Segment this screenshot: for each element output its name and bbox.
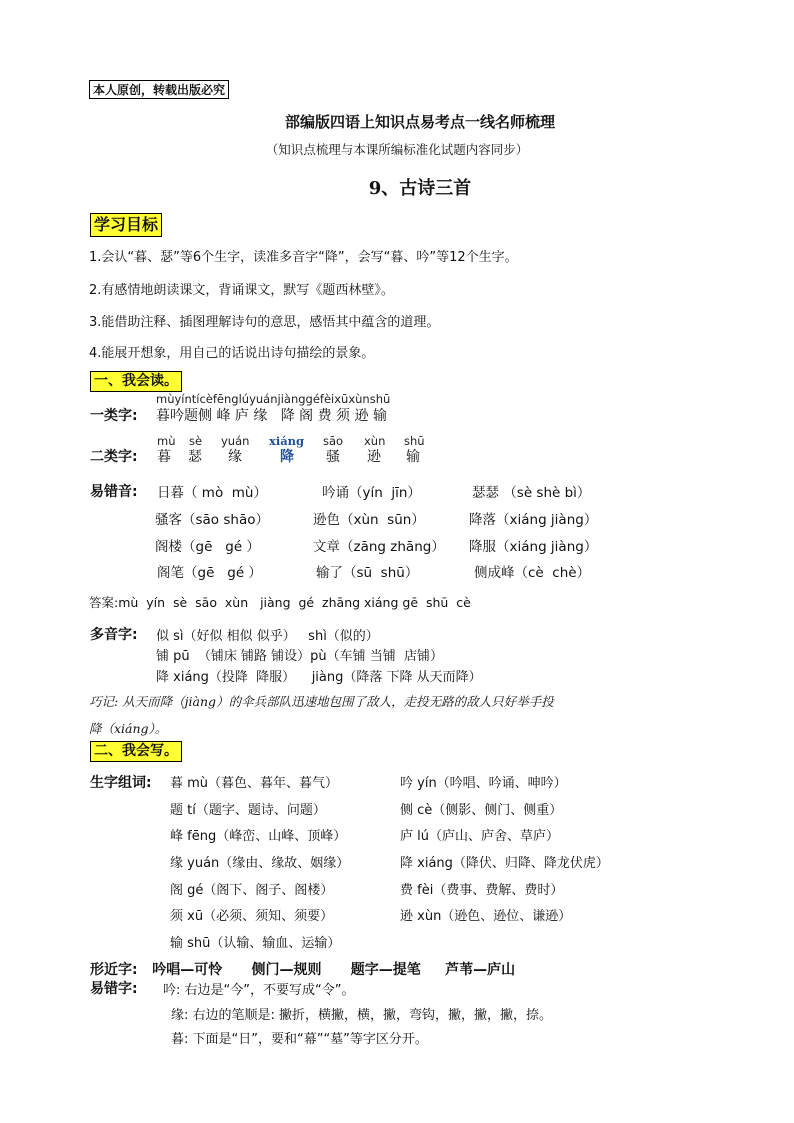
memory-tip-line-1: 巧记: 从天而降（jiàng）的伞兵部队迅速地包围了敌人，走投无路的敌人只好举手投: [89, 694, 554, 709]
goal-item: 1.会认“暮、瑟”等6个生字，读准多音字“降”，会写“暮、吟”等12个生字。: [89, 250, 518, 265]
class2-pinyin-6: xùn: [364, 434, 386, 448]
word-group-item: 吟 yín（吟唱、吟诵、呻吟）: [400, 776, 567, 791]
confusing-item: 降服（xiáng jiàng）: [469, 539, 598, 555]
error-char-note: 缘: 右边的笔顺是: 撇折，横撇，横，撇，弯钩，撇，撇，撇，捺。: [171, 1008, 553, 1023]
error-char-note: 暮: 下面是“日”，要和“幕”“墓”等字区分开。: [171, 1032, 428, 1047]
confusing-item: 吟诵（yín jīn）: [322, 485, 421, 501]
class1-chars: 暮吟题侧 峰 庐 缘 降 阁 费 须 逊 输: [156, 408, 387, 424]
memory-tip-line-2: 降（xiáng）。: [89, 721, 168, 736]
error-char-note: 吟: 右边是“今”，不要写成“令”。: [163, 983, 355, 998]
confusing-label: 易错音:: [90, 484, 138, 500]
confusing-item: 日暮（ mò mù）: [157, 485, 267, 501]
polyphone-row: 降 xiáng（投降 降服） jiàng（降落 下降 从天而降）: [156, 670, 482, 685]
confusing-item: 输了（sū shū）: [316, 565, 419, 581]
confusing-item: 文章（zāng zhāng）: [313, 539, 445, 555]
word-group-item: 侧 cè（侧影、侧门、侧重）: [400, 803, 563, 818]
class2-char-4: 降: [280, 449, 294, 465]
goal-item: 4.能展开想象，用自己的话说出诗句描绘的景象。: [89, 346, 375, 361]
class1-pinyin: mùyíntícèfēnglúyuánjiànggéfèixūxùnshū: [156, 392, 391, 406]
class2-pinyin-7: shū: [404, 434, 425, 448]
document-title: 部编版四语上知识点易考点一线名师梳理: [284, 113, 555, 131]
word-group-item: 须 xū（必须、须知、须要）: [170, 909, 334, 924]
class2-pinyin-5: sāo: [323, 434, 344, 448]
word-group-item: 庐 lú（庐山、庐舍、草庐）: [400, 829, 559, 844]
word-group-item: 费 fèi（费事、费解、费时）: [400, 883, 564, 898]
class2-pinyin-3: yuán: [221, 434, 250, 448]
lesson-title: 9、古诗三首: [368, 178, 472, 199]
polyphones-label: 多音字:: [90, 627, 138, 643]
class2-char-6: 逊: [367, 449, 381, 465]
write-section-heading: 二、我会写。: [90, 741, 182, 762]
class2-char-5: 骚: [326, 449, 340, 465]
class2-char-7: 输: [406, 449, 420, 465]
document-subtitle: （知识点梳理与本课所编标准化试题内容同步）: [265, 142, 529, 157]
goal-item: 2.有感情地朗读课文，背诵课文，默写《题西林壁》。: [89, 283, 394, 298]
confusing-item: 阁楼（gē gé ）: [155, 539, 260, 555]
class1-label: 一类字:: [90, 408, 138, 424]
confusing-item: 侧成峰（cè chè）: [474, 565, 591, 581]
class2-pinyin-2: sè: [189, 434, 203, 448]
new-words-label: 生字组词:: [90, 775, 152, 791]
word-group-item: 题 tí（题字、题诗、问题）: [170, 803, 326, 818]
answer-line: 答案:mù yín sè sāo xùn jiàng gé zhāng xiáng gē shū cè: [89, 595, 471, 610]
goal-item: 3.能借助注释、插图理解诗句的意思，感悟其中蕴含的道理。: [89, 315, 440, 330]
word-group-item: 逊 xùn（逊色、逊位、谦逊）: [400, 909, 572, 924]
word-group-item: 输 shū（认输、输血、运输）: [170, 936, 341, 951]
class2-pinyin-4: xiáng: [269, 434, 305, 448]
copyright-notice: 本人原创，转载出版必究: [89, 80, 229, 99]
polyphone-row: 似 sì（好似 相似 似乎） shì（似的）: [156, 629, 379, 644]
class2-pinyin-1: mù: [157, 434, 176, 448]
word-group-item: 阁 gé（阁下、阁子、阁楼）: [170, 883, 334, 898]
similar-chars-line: 形近字: 吟唱—可怜 侧门—规则 题字—提笔 芦苇—庐山: [90, 962, 516, 978]
polyphone-row: 铺 pū （铺床 铺路 铺设）pù（车铺 当铺 店铺）: [156, 649, 444, 664]
class2-char-3: 缘: [228, 449, 242, 465]
confusing-item: 阁笔（gē gé ）: [157, 565, 262, 581]
class2-label: 二类字:: [90, 449, 138, 465]
word-group-item: 暮 mù（暮色、暮年、暮气）: [170, 776, 339, 791]
confusing-item: 逊色（xùn sūn）: [313, 512, 425, 528]
confusing-item: 降落（xiáng jiàng）: [469, 512, 598, 528]
word-group-item: 峰 fēng（峰峦、山峰、顶峰）: [170, 829, 347, 844]
class2-char-2: 瑟: [188, 449, 202, 465]
word-group-item: 缘 yuán（缘由、缘故、姻缘）: [170, 856, 350, 871]
read-section-heading: 一、我会读。: [90, 371, 182, 392]
confusing-item: 骚客（sāo shāo）: [155, 512, 269, 528]
confusing-item: 瑟瑟 （sè shè bì）: [472, 485, 591, 501]
goals-heading: 学习目标: [90, 213, 162, 237]
word-group-item: 降 xiáng（降伏、归降、降龙伏虎）: [400, 856, 609, 871]
class2-char-1: 暮: [157, 449, 171, 465]
error-chars-label: 易错字:: [90, 981, 138, 997]
